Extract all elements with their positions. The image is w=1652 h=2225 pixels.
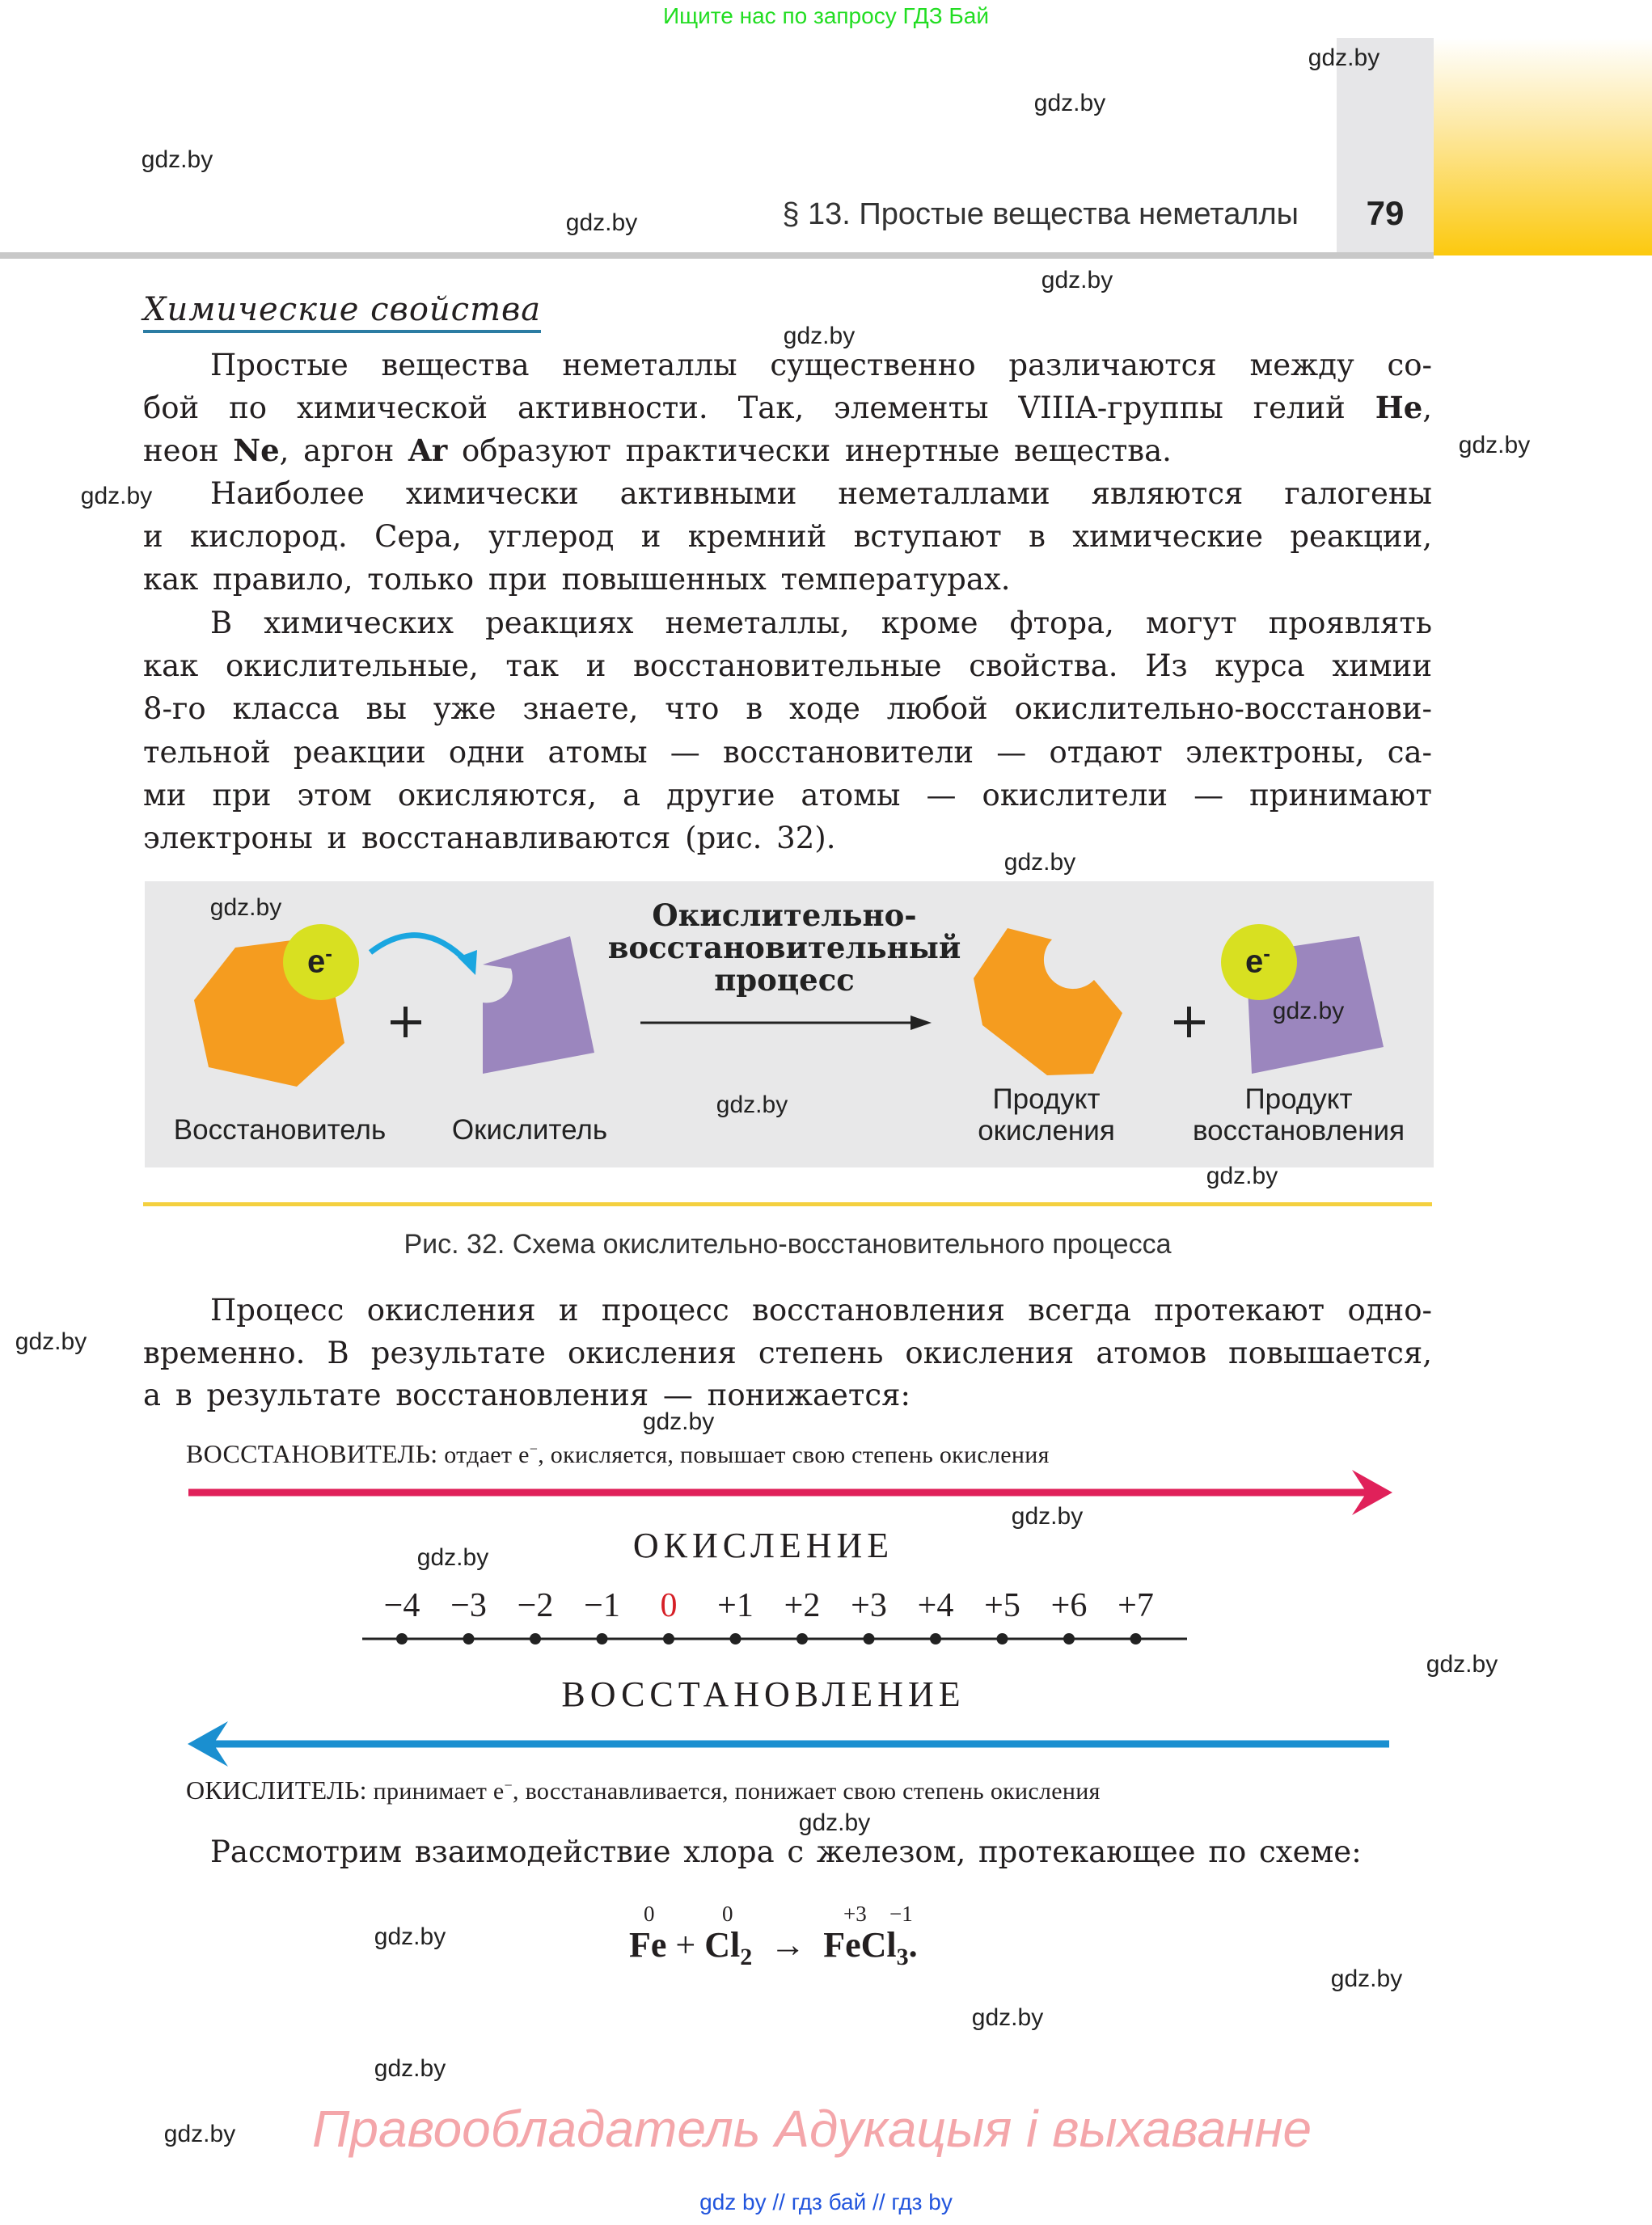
- oxidation-label: ОКИСЛЕНИЕ: [632, 1526, 894, 1565]
- gdz-watermark: gdz.by: [1330, 1965, 1403, 1992]
- number-line-dot: [730, 1633, 741, 1644]
- section-heading: Химические свойства: [143, 291, 541, 333]
- text-line: В химических реакциях неметаллы, кроме фтора, могут проявлять: [210, 606, 1432, 640]
- gdz-watermark: gdz.by: [783, 323, 856, 349]
- text-line: 8-го класса вы уже знаете, что в ходе любой окислительно-восстанови-: [143, 691, 1432, 726]
- process-arrowhead: [911, 1015, 932, 1030]
- figure-title: Окислительно- восстановительный процесс: [607, 897, 961, 998]
- gdz-watermark: gdz.by: [141, 146, 213, 173]
- oxidation-state-number: −4: [383, 1587, 420, 1624]
- gdz-watermark: gdz.by: [716, 1091, 788, 1118]
- oxidant-shape: [483, 936, 594, 1074]
- number-line-dot: [864, 1633, 875, 1644]
- chapter-title: § 13. Простые вещества неметаллы: [782, 197, 1299, 231]
- text-line: временно. В результате окисления степень окисления атомов повышается,: [143, 1336, 1432, 1370]
- electron-label: e-: [1245, 941, 1270, 980]
- element-symbol: He: [1375, 390, 1423, 425]
- oxidation-state-number: 0: [660, 1587, 678, 1624]
- ox-state-fe: 0: [644, 1902, 655, 1926]
- oxidation-state-number: −3: [450, 1587, 487, 1624]
- gdz-watermark: gdz.by: [971, 2004, 1044, 2031]
- copyright-watermark: Правообладатель Адукацыя і выхаванне: [312, 2100, 1312, 2158]
- text-line: а в результате восстановления — понижается:: [143, 1378, 911, 1412]
- reductant-description: ВОССТАНОВИТЕЛЬ: отдает e−, окисляется, повышает свою степень окисления: [186, 1439, 1050, 1468]
- footer-links[interactable]: gdz by // гдз бай // гдз by: [699, 2189, 953, 2214]
- gdz-watermark: gdz.by: [1033, 90, 1106, 116]
- ox-state-fe3: +3: [843, 1902, 867, 1926]
- label-oxidant: Окислитель: [451, 1114, 608, 1146]
- number-line-dot: [1130, 1633, 1142, 1644]
- label-oxidation-product: Продукт окисления: [978, 1083, 1115, 1146]
- gdz-watermark: gdz.by: [15, 1328, 87, 1355]
- gdz-watermark: gdz.by: [1206, 1163, 1278, 1189]
- number-line-dot: [997, 1633, 1008, 1644]
- text: неон: [143, 433, 234, 468]
- number-line-dot: [930, 1633, 941, 1644]
- text-line: как правило, только при повышенных температурах.: [143, 562, 1011, 597]
- element-symbol: Ne: [233, 433, 280, 468]
- gdz-watermark: gdz.by: [80, 483, 153, 509]
- page-number: 79: [1366, 194, 1405, 232]
- label-reduction-product: Продукт восстановления: [1192, 1083, 1405, 1146]
- number-line-dot: [396, 1633, 408, 1644]
- number-line-dot: [796, 1633, 808, 1644]
- text-line: ми при этом окисляются, а другие атомы — окислители — принимают: [143, 778, 1432, 813]
- oxidation-state-number: +3: [851, 1587, 887, 1624]
- number-line-dot: [597, 1633, 608, 1644]
- gdz-watermark: gdz.by: [416, 1544, 489, 1571]
- text: образуют практически инертные вещества.: [447, 433, 1172, 468]
- reductant-shape: [194, 924, 359, 1087]
- oxidation-state-number: −1: [584, 1587, 620, 1624]
- number-line-dot: [1063, 1633, 1075, 1644]
- text: бой по химической активности. Так, элементы VIIIA-группы гелий: [143, 391, 1375, 425]
- number-line-dot: [663, 1633, 674, 1644]
- number-line-dot: [463, 1633, 475, 1644]
- element-symbol: Ar: [408, 433, 448, 468]
- oxidant-description: ОКИСЛИТЕЛЬ: принимает e−, восстанавливается, понижает свою степень окисления: [186, 1775, 1101, 1805]
- oxidation-state-number: +1: [717, 1587, 754, 1624]
- text-line: и кислород. Сера, углерод и кремний вступают в химические реакции,: [143, 519, 1432, 554]
- oxidation-state-number: +7: [1118, 1587, 1154, 1624]
- text: , аргон: [279, 433, 408, 468]
- gdz-watermark: gdz.by: [1308, 44, 1380, 71]
- gdz-watermark: gdz.by: [209, 894, 282, 921]
- label-reductant: Восстановитель: [173, 1114, 387, 1146]
- plus-sign-2: [1174, 1007, 1205, 1037]
- gdz-watermark: gdz.by: [1041, 267, 1113, 293]
- figure-caption: Рис. 32. Схема окислительно-восстановительного процесса: [403, 1229, 1172, 1260]
- text-line: тельной реакции одни атомы — восстановители — отдают электроны, са-: [143, 735, 1432, 770]
- gdz-watermark: gdz.by: [1011, 1503, 1084, 1530]
- chemical-equation: $Fe + Cl_2$ → FeCl$_3$.: [629, 1925, 918, 1970]
- search-hint: Ищите нас по запросу ГДЗ Бай: [662, 3, 990, 28]
- gdz-watermark: gdz.by: [1458, 432, 1531, 458]
- oxidation-state-number: +5: [984, 1587, 1020, 1624]
- oxidation-state-number: +4: [917, 1587, 954, 1624]
- oxidation-state-number: +6: [1050, 1587, 1088, 1624]
- gdz-watermark: gdz.by: [374, 2055, 446, 2082]
- text-line: Процесс окисления и процесс восстановления всегда протекают одно-: [210, 1293, 1432, 1328]
- text-line: Наиболее химически активными неметаллами являются галогены: [210, 476, 1432, 511]
- gdz-watermark: gdz.by: [798, 1809, 871, 1836]
- gdz-watermark: gdz.by: [1426, 1651, 1498, 1678]
- oxidation-state-number: +2: [784, 1587, 821, 1624]
- text-line: Простые вещества неметаллы существенно различаются между со-: [210, 348, 1432, 382]
- electron-transfer-arrow: [370, 935, 467, 962]
- gdz-watermark: gdz.by: [1003, 849, 1076, 876]
- gdz-watermark: gdz.by: [163, 2121, 236, 2147]
- number-line-dot: [530, 1633, 541, 1644]
- gdz-watermark: gdz.by: [642, 1408, 715, 1435]
- text-line: электроны и восстанавливаются (рис. 32).: [143, 821, 836, 855]
- text-line: Рассмотрим взаимодействие хлора с железом, протекающее по схеме:: [210, 1834, 1362, 1869]
- gdz-watermark: gdz.by: [565, 209, 638, 236]
- ox-state-cl1: −1: [889, 1902, 913, 1926]
- plus-sign-1: [391, 1007, 421, 1037]
- gdz-watermark: gdz.by: [1272, 998, 1345, 1024]
- text-line: как окислительные, так и восстановительные свойства. Из курса химии: [143, 648, 1432, 683]
- oxidation-product-shape: [974, 928, 1122, 1075]
- oxidation-state-number: −2: [517, 1587, 554, 1624]
- electron-label: e-: [307, 941, 332, 980]
- reduction-label: ВОССТАНОВЛЕНИЕ: [561, 1674, 965, 1714]
- gdz-watermark: gdz.by: [374, 1923, 446, 1950]
- ox-state-cl: 0: [722, 1902, 733, 1926]
- figure-divider: [143, 1202, 1432, 1206]
- text: ,: [1422, 391, 1432, 425]
